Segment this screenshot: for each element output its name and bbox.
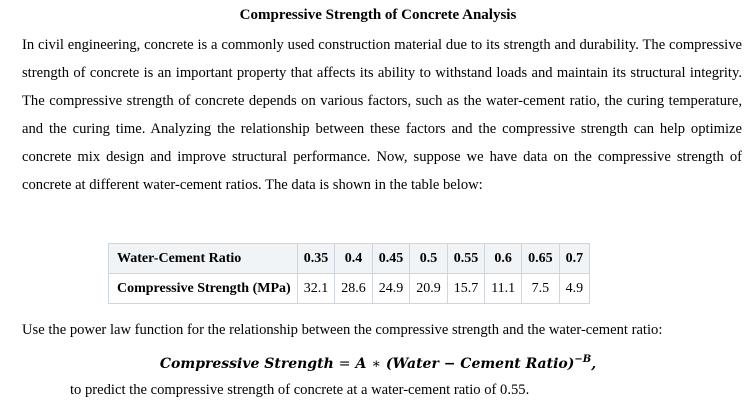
ratio-cell: 0.35 (297, 244, 335, 274)
formula-coefficient: A (355, 356, 367, 372)
strength-cell: 24.9 (372, 274, 410, 304)
strength-cell: 32.1 (297, 274, 335, 304)
ratio-cell: 0.55 (447, 244, 485, 274)
instruction-text: Use the power law function for the relationship between the compressive strength and the water-cement ratio: (22, 322, 663, 338)
ratio-cell: 0.7 (559, 244, 590, 274)
intro-paragraph: In civil engineering, concrete is a commonly used construction material due to its strength and durability. The compressive strength of concrete is an important property that affects its ability to withstand loads and maintain its structural integrity. The compressive strength of concrete depends on various factors, such as the water-cement ratio, the curing temperature, and the curing time. Analyzing the relationship between these factors and the compressive strength can help optimize concrete mix design and improve structural performance. Now, suppose we have data on the compressive strength of concrete at different water-cement ratios. The data is shown in the table below: (22, 37, 742, 193)
strength-cell: 20.9 (410, 274, 448, 304)
ratio-cell: 0.6 (485, 244, 522, 274)
strength-row (109, 274, 590, 304)
page-title: Compressive Strength of Concrete Analysis (239, 7, 517, 23)
ratio-row (109, 244, 590, 274)
data-table-container (108, 243, 590, 304)
prediction-text: to predict the compressive strength of concrete at a water-cement ratio of 0.55. (70, 382, 530, 398)
formula-equals: = (338, 356, 351, 372)
formula-lhs: Compressive Strength (159, 356, 334, 372)
data-table (108, 243, 590, 304)
strength-cell: 28.6 (335, 274, 373, 304)
strength-row-header: Compressive Strength (MPa) (109, 274, 298, 304)
power-law-formula (0, 350, 756, 374)
ratio-cell: 0.4 (335, 244, 373, 274)
ratio-row-header: Water-Cement Ratio (109, 244, 298, 274)
formula-multiply: ∗ (371, 356, 381, 372)
formula-base: (Water − Cement Ratio) (385, 356, 575, 372)
ratio-cell: 0.65 (522, 244, 560, 274)
formula-exponent: −B (574, 354, 592, 365)
ratio-cell: 0.5 (410, 244, 448, 274)
strength-cell: 11.1 (485, 274, 522, 304)
ratio-cell: 0.45 (372, 244, 410, 274)
strength-cell: 7.5 (522, 274, 560, 304)
strength-cell: 15.7 (447, 274, 485, 304)
strength-cell: 4.9 (559, 274, 590, 304)
formula-trailing-comma: , (591, 356, 597, 372)
